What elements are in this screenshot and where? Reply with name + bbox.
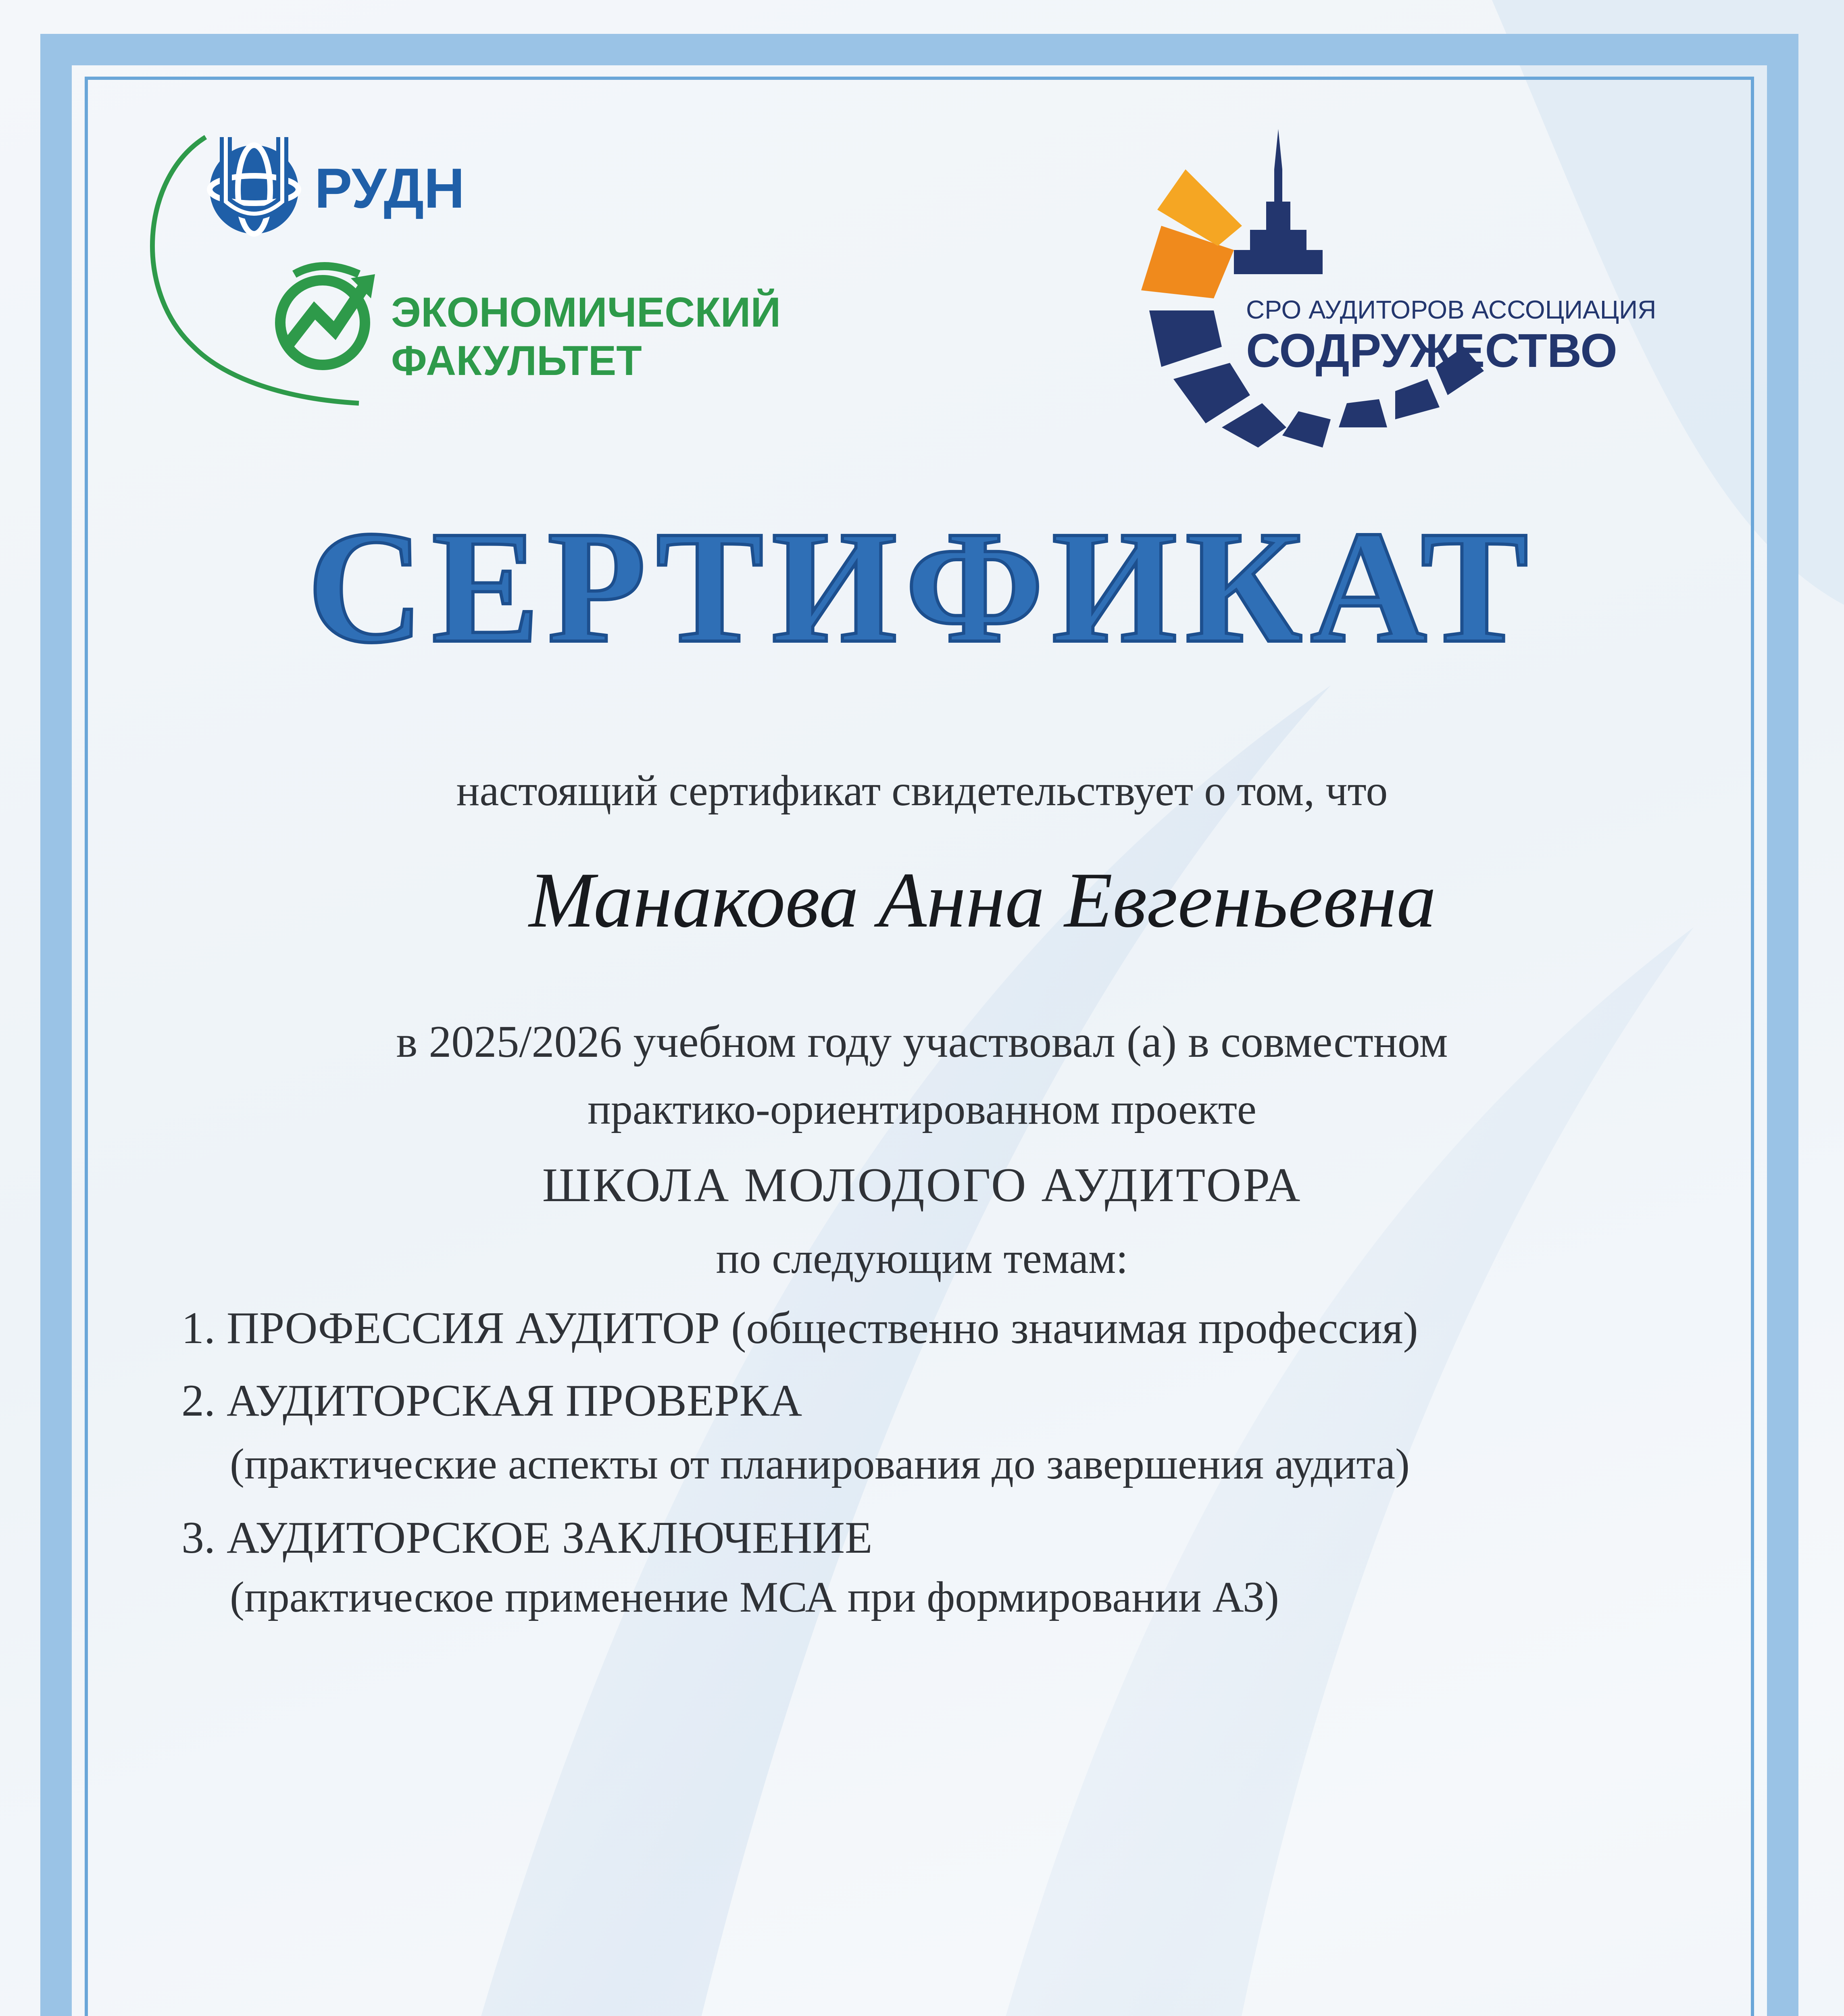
faculty-growth-icon (280, 266, 375, 365)
participation-line-1: в 2025/2026 учебном году участвовал (а) в совместном (396, 1017, 1448, 1067)
sro-small-text: СРО АУДИТОРОВ АССОЦИАЦИЯ (1246, 295, 1656, 324)
topic-3-detail: (практическое применение МСА при формировании АЗ) (230, 1573, 1279, 1621)
rudn-globe-icon (210, 137, 298, 234)
certificate-title-text: СЕРТИФИКАТ (307, 498, 1537, 676)
rudn-faculty-logo (133, 121, 859, 427)
topic-3-title: 3. АУДИТОРСКОЕ ЗАКЛЮЧЕНИЕ (181, 1513, 873, 1563)
topic-2-detail: (практические аспекты от планирования до завершения аудита) (230, 1440, 1410, 1488)
faculty-logo-line1: ЭКОНОМИЧЕСКИЙ (391, 289, 781, 336)
topic-1-title: 1. ПРОФЕССИЯ АУДИТОР (общественно значимая профессия) (181, 1303, 1418, 1353)
intro-text: настоящий сертификат свидетельствует о том, что (456, 767, 1388, 815)
recipient-name: Манакова Анна Евгеньевна (529, 856, 1436, 944)
sro-big-text: СОДРУЖЕСТВО (1246, 324, 1617, 377)
project-name: ШКОЛА МОЛОДОГО АУДИТОРА (542, 1158, 1302, 1212)
participation-line-2: практико-ориентированном проекте (588, 1085, 1256, 1133)
msu-building-icon (1234, 129, 1323, 274)
sro-sodruzhestvo-logo (1113, 121, 1656, 452)
rudn-logo-text: РУДН (315, 156, 465, 220)
topics-intro: по следующим темам: (716, 1235, 1128, 1283)
faculty-logo-line2: ФАКУЛЬТЕТ (391, 337, 642, 384)
topic-2-title: 2. АУДИТОРСКАЯ ПРОВЕРКА (181, 1376, 802, 1426)
certificate-title (0, 498, 1844, 677)
